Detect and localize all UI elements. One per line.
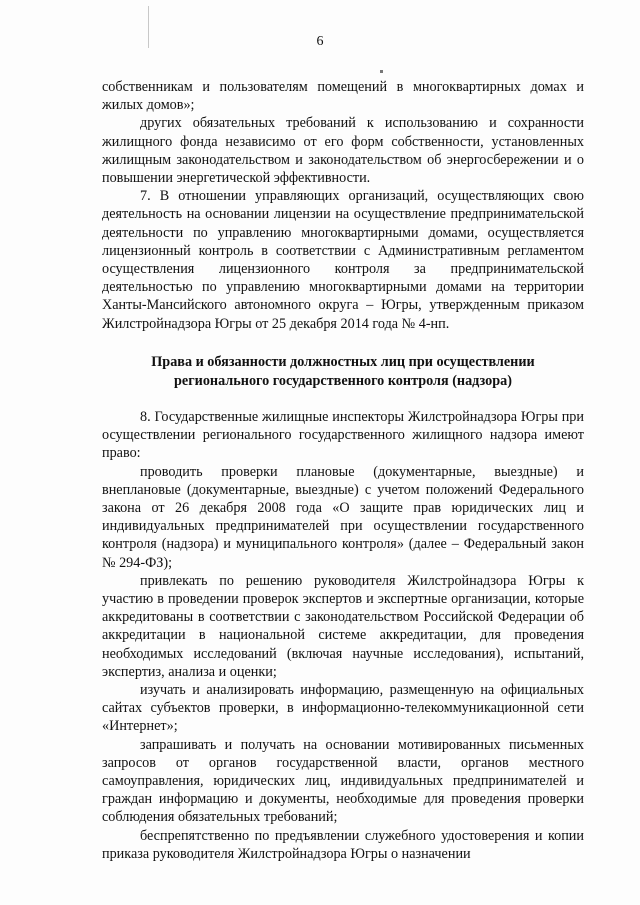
heading-line: регионального государственного контроля (надзора) bbox=[174, 373, 512, 389]
section-heading bbox=[102, 353, 584, 391]
body-text-bottom bbox=[102, 408, 584, 863]
paragraph: других обязательных требований к использованию и сохранности жилищного фонда независимо от его форм собственности, установленных жилищным законодательством и законодательством об энергосбережении и о повышении энергетической эффективности. bbox=[102, 115, 584, 187]
paragraph: запрашивать и получать на основании мотивированных письменных запросов от органов государственной власти, органов местного самоуправления, юридических лиц, индивидуальных предпринимателей и граждан информацию и документы, необходимые для проведения проверки соблюдения обязательных требований; bbox=[102, 736, 584, 826]
paragraph: 7. В отношении управляющих организаций, осуществляющих свою деятельность на основании лицензии на осуществление предпринимательской деятельности по управлению многоквартирными домами, осуществляется лицензионный контроль в соответствии с Административным регламентом осуществления лицензионного контроля за предпринимательской деятельностью по управлению многоквартирными домами на территории Ханты-Мансийского автономного округа – Югры, утвержденным приказом Жилстройнадзора Югры от 25 декабря 2014 года № 4-нп. bbox=[102, 188, 584, 332]
paragraph: проводить проверки плановые (документарные, выездные) и внеплановые (документарные, выездные) с учетом положений Федерального закона от 26 декабря 2008 года «О защите прав юридических лиц и индивидуальных предпринимателей при осуществлении государственного контроля (надзора) и муниципального контроля» (далее – Федеральный закон № 294-ФЗ); bbox=[102, 463, 584, 571]
body-text-top bbox=[102, 78, 584, 333]
paragraph: беспрепятственно по предъявлении служебного удостоверения и копии приказа руководителя Жилстройнадзора Югры о назначении bbox=[102, 827, 584, 862]
paragraph: собственникам и пользователям помещений в многоквартирных домах и жилых домов»; bbox=[102, 79, 584, 114]
paragraph: изучать и анализировать информацию, размещенную на официальных сайтах субъектов проверки, в информационно-телекоммуникационной сети «Интернет»; bbox=[102, 682, 584, 735]
page-number: 6 bbox=[316, 34, 324, 49]
scan-artifact-dot bbox=[380, 70, 383, 73]
paragraph: 8. Государственные жилищные инспекторы Жилстройнадзора Югры при осуществлении регионального государственного жилищного надзора имеют право: bbox=[102, 409, 584, 462]
paragraph: привлекать по решению руководителя Жилстройнадзора Югры к участию в проведении проверок экспертов и экспертные организации, которые аккредитованы в соответствии с законодательством Российской Федерации об аккредитации в национальной системе аккредитации, для проведения необходимых исследований (включая научные исследования), испытаний, экспертиз, анализа и оценки; bbox=[102, 572, 584, 680]
heading-line: Права и обязанности должностных лиц при осуществлении bbox=[151, 354, 535, 370]
